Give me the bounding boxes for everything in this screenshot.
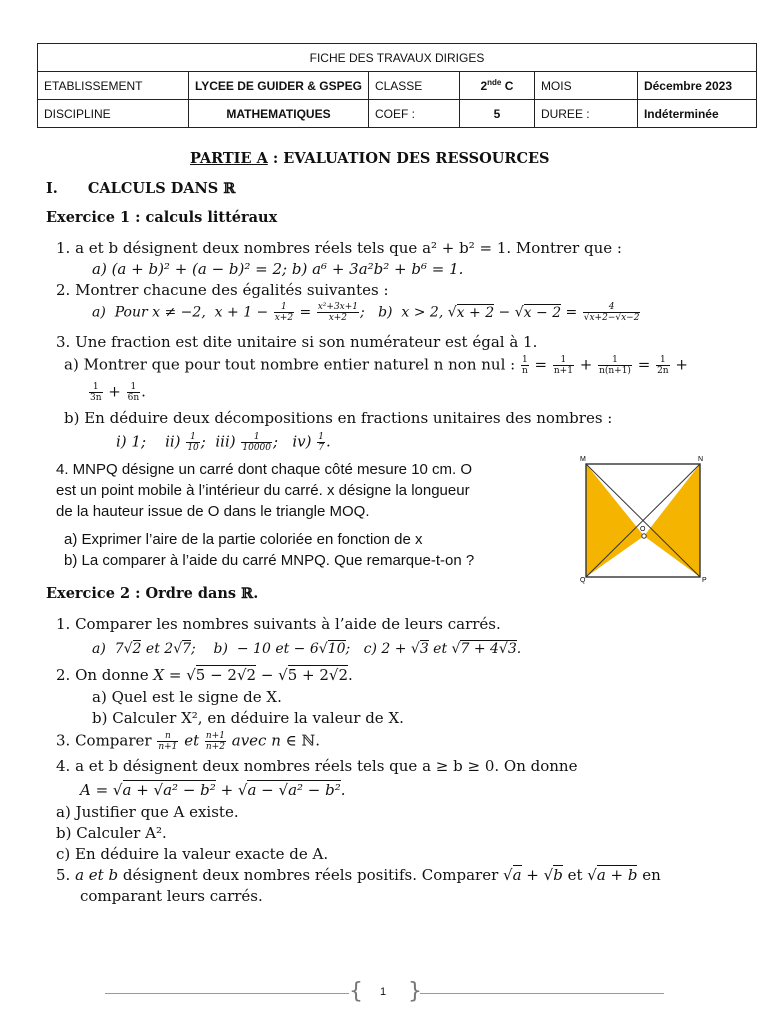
footer-brace-left: { (349, 979, 363, 1004)
value-etablissement: LYCEE DE GUIDER & GSPEG (189, 72, 369, 100)
ex1-q1ab: a) (a + b)² + (a − b)² = 2; b) a⁶ + 3a²b² + b⁶ = 1. (92, 260, 464, 278)
ex1-q1: 1. a et b désignent deux nombres réels tels que a² + b² = 1. Montrer que : (56, 239, 622, 257)
label-classe: CLASSE (368, 72, 459, 100)
ex2-title: Exercice 2 : Ordre dans ℝ. (46, 585, 259, 602)
ex1-q3: 3. Une fraction est dite unitaire si son numérateur est égal à 1. (56, 333, 538, 351)
footer-brace-right: } (408, 979, 422, 1004)
ex2-q5-cont: comparant leurs carrés. (80, 887, 263, 905)
ex2-q2b: b) Calculer X², en déduire la valeur de X. (92, 709, 404, 727)
ex2-q4b: b) Calculer A². (56, 824, 167, 842)
page-number: 1 (380, 986, 387, 998)
point-o (642, 534, 646, 538)
ex2-q1: 1. Comparer les nombres suivants à l’aide de leurs carrés. (56, 615, 501, 633)
ex1-title: Exercice 1 : calculs littéraux (46, 209, 278, 226)
ex1-q4b: b) La comparer à l’aide du carré MNPQ. Que remarque-t-on ? (64, 552, 475, 569)
ex1-q4-line1: 4. MNPQ désigne un carré dont chaque côté mesure 10 cm. O (56, 461, 473, 478)
ex2-q2: 2. On donne X = √5 − 2√2 − √5 + 2√2. (56, 666, 353, 684)
label-discipline: DISCIPLINE (38, 100, 189, 128)
label-etablissement: ETABLISSEMENT (38, 72, 189, 100)
value-classe: 2nde C (459, 72, 534, 100)
ex1-q3a-cont: $\frac{1}{3n}$ + $\frac{1}{6n}$ . (90, 382, 146, 403)
ex2-q4c: c) En déduire la valeur exacte de A. (56, 845, 329, 863)
part-a-heading: PARTIE A : EVALUATION DES RESSOURCES (190, 150, 550, 167)
ex1-q3b: b) En déduire deux décompositions en fractions unitaires des nombres : (64, 409, 613, 427)
square-figure (574, 452, 724, 587)
ex1-q4-line2: est un point mobile à l’intérieur du carré. x désigne la longueur (56, 482, 470, 499)
value-coef: 5 (459, 100, 534, 128)
label-o: O (640, 526, 646, 533)
label-n: N (698, 456, 704, 463)
value-mois: Décembre 2023 (637, 72, 756, 100)
ex1-q3a: a) Montrer que pour tout nombre entier naturel n non nul : $\frac{1}{n}$ = $\frac{1}{n+1}$ + $\frac{1}{n(n+1)}$ = $\frac{1}{2n}$ + (64, 355, 688, 376)
ex2-q5: 5. a et b désignent deux nombres réels positifs. Comparer √a + √b et √a + b en (56, 866, 661, 884)
footer-rule-right (420, 993, 664, 994)
value-discipline: MATHEMATIQUES (189, 100, 369, 128)
shaded-triangle-left (586, 464, 644, 577)
ex1-q4-line3: de la hauteur issue de O dans le triangle MOQ. (56, 503, 370, 520)
sheet-title: FICHE DES TRAVAUX DIRIGES (38, 44, 757, 72)
label-m: M (580, 456, 586, 463)
label-mois: MOIS (534, 72, 637, 100)
label-coef: COEF : (368, 100, 459, 128)
ex2-q4: 4. a et b désignent deux nombres réels tels que a ≥ b ≥ 0. On donne (56, 757, 578, 775)
ex1-q4a: a) Exprimer l’aire de la partie coloriée en fonction de x (64, 531, 423, 548)
ex2-q3: 3. Comparer $\frac{n}{n+1}$ et $\frac{n+1}{n+2}$ avec n ∈ ℕ. (56, 731, 320, 752)
ex2-q1-items: a) 7√2 et 2√7; b) − 10 et − 6√10; c) 2 + √3 et √7 + 4√3. (92, 641, 522, 657)
footer-rule-left (105, 993, 349, 994)
label-duree: DUREE : (534, 100, 637, 128)
ex2-q2a: a) Quel est le signe de X. (92, 688, 282, 706)
header-table (37, 43, 757, 128)
value-duree: Indéterminée (637, 100, 756, 128)
label-p: P (702, 577, 707, 584)
shaded-triangle-right (644, 464, 700, 577)
section-1-heading: I. CALCULS DANS ℝ (46, 180, 236, 197)
ex2-q4a: a) Justifier que A existe. (56, 803, 239, 821)
label-q: Q (580, 577, 586, 584)
ex1-q3b-values: i) 1; ii) $\frac{1}{10}$ ; iii) $\frac{1}{10000}$ ; iv) $\frac{1}{7}$ . (116, 432, 331, 453)
ex2-q4-formula: A = √a + √a² − b² + √a − √a² − b². (80, 781, 346, 799)
ex1-q2: 2. Montrer chacune des égalités suivantes : (56, 281, 389, 299)
ex1-q2-equations: a) Pour x ≠ −2, x + 1 − $\frac{1}{x+2}$ = $\frac{\text{x²+3x+1}}{x+2}$ ; b) x > 2, √x + 2 − √x − 2 = $\frac{4}{√x+2-√x-2}$ (92, 302, 640, 323)
